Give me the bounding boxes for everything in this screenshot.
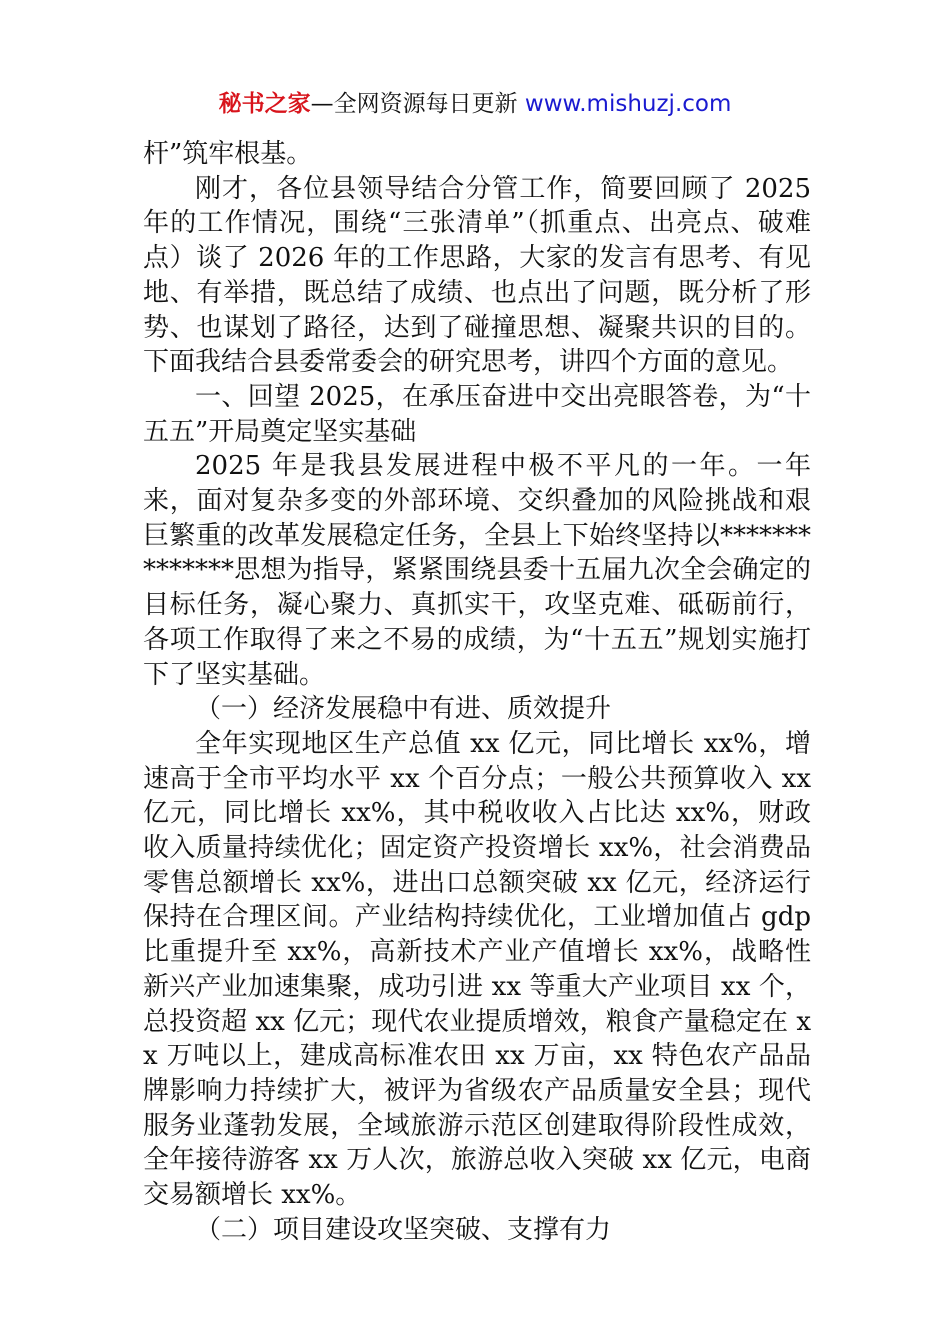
subsection-heading-2: （二）项目建设攻坚突破、支撑有力	[195, 1214, 612, 1245]
header-brand: 秘书之家	[218, 91, 311, 117]
document-body	[143, 137, 811, 1248]
paragraph-economy: 全年实现地区生产总值 xx 亿元，同比增长 xx%，增速高于全市平均水平 xx 个百分点；一般公共预算收入 xx 亿元，同比增长 xx%，其中税收收入占比达 xx%，财政收入质量持续优化；固定资产投资增长 xx%，社会消费品零售总额增长 xx%，进出口总额突破 xx 亿元，经济运行保持在合理区间。产业结构持续优化，工业增加值占 gdp 比重提升至 xx%，高新技术产业产值增长 xx%，战略性新兴产业加速集聚，成功引进 xx 等重大产业项目 xx 个，总投资超 xx 亿元；现代农业提质增效，粮食产量稳定在 xx 万吨以上，建成高标准农田 xx 万亩，xx 特色农产品品牌影响力持续扩大，被评为省级农产品质量安全县；现代服务业蓬勃发展，全域旅游示范区创建取得阶段性成效，全年接待游客 xx 万人次，旅游总收入突破 xx 亿元，电商交易额增长 xx%。	[143, 728, 811, 1211]
subsection-heading-1: （一）经济发展稳中有进、质效提升	[195, 694, 612, 725]
paragraph-continuation: 杆”筑牢根基。	[143, 139, 313, 169]
page-header	[0, 88, 950, 120]
section-heading-1: 一、回望 2025，在承压奋进中交出亮眼答卷，为“十五五”开局奠定坚实基础	[143, 381, 811, 447]
header-site-link[interactable]: www.mishuzj.com	[524, 91, 732, 117]
paragraph-intro: 刚才，各位县领导结合分管工作，简要回顾了 2025 年的工作情况，围绕“三张清单”（抓重点、出亮点、破难点）谈了 2026 年的工作思路，大家的发言有思考、有见地、有举措，既总结了成绩、也点出了问题，既分析了形势、也谋划了路径，达到了碰撞思想、凝聚共识的目的。下面我结合县委常委会的研究思考，讲四个方面的意见。	[143, 173, 811, 378]
header-tagline: —全网资源每日更新	[310, 91, 518, 117]
paragraph-review: 2025 年是我县发展进程中极不平凡的一年。一年来，面对复杂多变的外部环境、交织叠加的风险挑战和艰巨繁重的改革发展稳定任务，全县上下始终坚持以**************思想为指导，紧紧围绕县委十五届九次全会确定的目标任务，凝心聚力、真抓实干，攻坚克难、砥砺前行，各项工作取得了来之不易的成绩，为“十五五”规划实施打下了坚实基础。	[143, 451, 811, 690]
